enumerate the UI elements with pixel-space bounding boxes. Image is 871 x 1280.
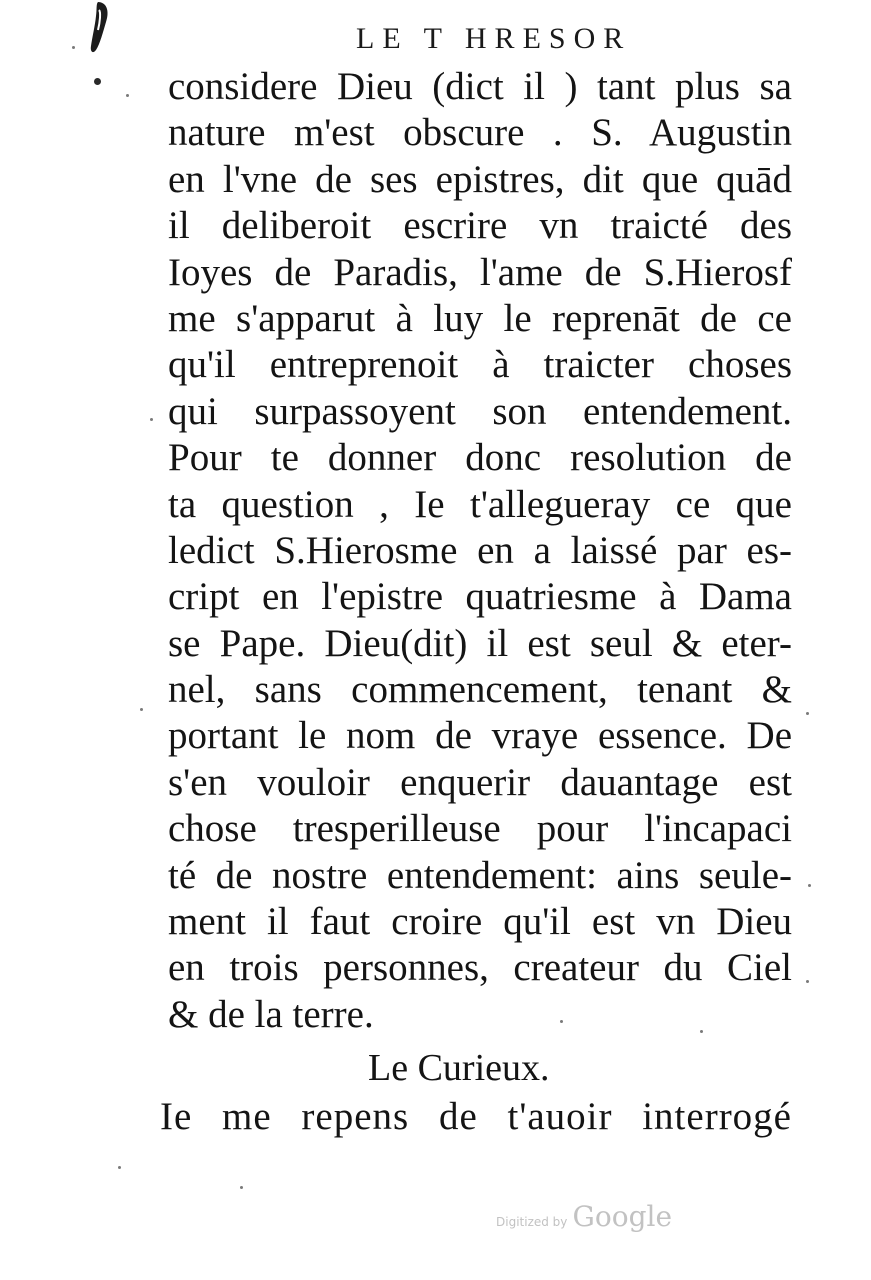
ink-speck [240,1186,243,1189]
text-line: Ioyes de Paradis, l'ame de S.Hierosf [168,250,792,294]
text-line: en l'vne de ses epistres, dit que quād [168,157,792,201]
text-line: il deliberoit escrire vn traicté des [168,204,792,248]
text-line: Pour te donner donc resolution de [168,436,792,480]
digitized-watermark [496,1200,672,1233]
ink-speck [140,708,143,711]
ink-flourish-mark [84,0,114,56]
text-line: ledict S.Hierosme en a laissé par es- [168,528,792,572]
text-line: Ie me repens de t'auoir interrogé [160,1095,792,1138]
ink-speck [118,1166,121,1169]
text-line: qui surpassoyent son entendement. [168,389,792,433]
text-line: me s'apparut à luy le reprenāt de ce [168,296,792,340]
text-line: qu'il entreprenoit à traicter choses [168,343,792,387]
text-line: té de nostre entendement: ains seule- [168,853,792,897]
speaker-heading: Le Curieux. [368,1047,550,1089]
text-line: nel, sans commencement, tenant & [168,668,792,712]
text-line: portant le nom de vraye essence. De [168,714,792,758]
text-line: nature m'est obscure . S. Augustin [168,111,792,155]
text-line: en trois personnes, createur du Ciel [168,946,792,990]
ink-speck [808,884,811,887]
watermark-prefix: Digitized by [496,1215,568,1229]
text-line: chose tresperilleuse pour l'incapaci [168,807,792,851]
ink-speck [126,94,129,97]
text-line: ta question , Ie t'allegueray ce que [168,482,792,526]
google-logo: Google [572,1200,673,1233]
text-line: se Pape. Dieu(dit) il est seul & eter- [168,621,792,665]
text-line: cript en l'epistre quatriesme à Dama [168,575,792,619]
running-head: LE T HRESOR [356,22,632,55]
text-line: ment il faut croire qu'il est vn Dieu [168,900,792,944]
text-line: s'en vouloir enquerir dauantage est [168,760,792,804]
ink-dot [94,78,101,85]
body-text [168,64,808,1038]
text-line: considere Dieu (dict il ) tant plus sa [168,65,792,108]
ink-speck [150,418,153,421]
ink-speck [72,46,75,49]
text-line: & de la terre. [168,992,374,1036]
